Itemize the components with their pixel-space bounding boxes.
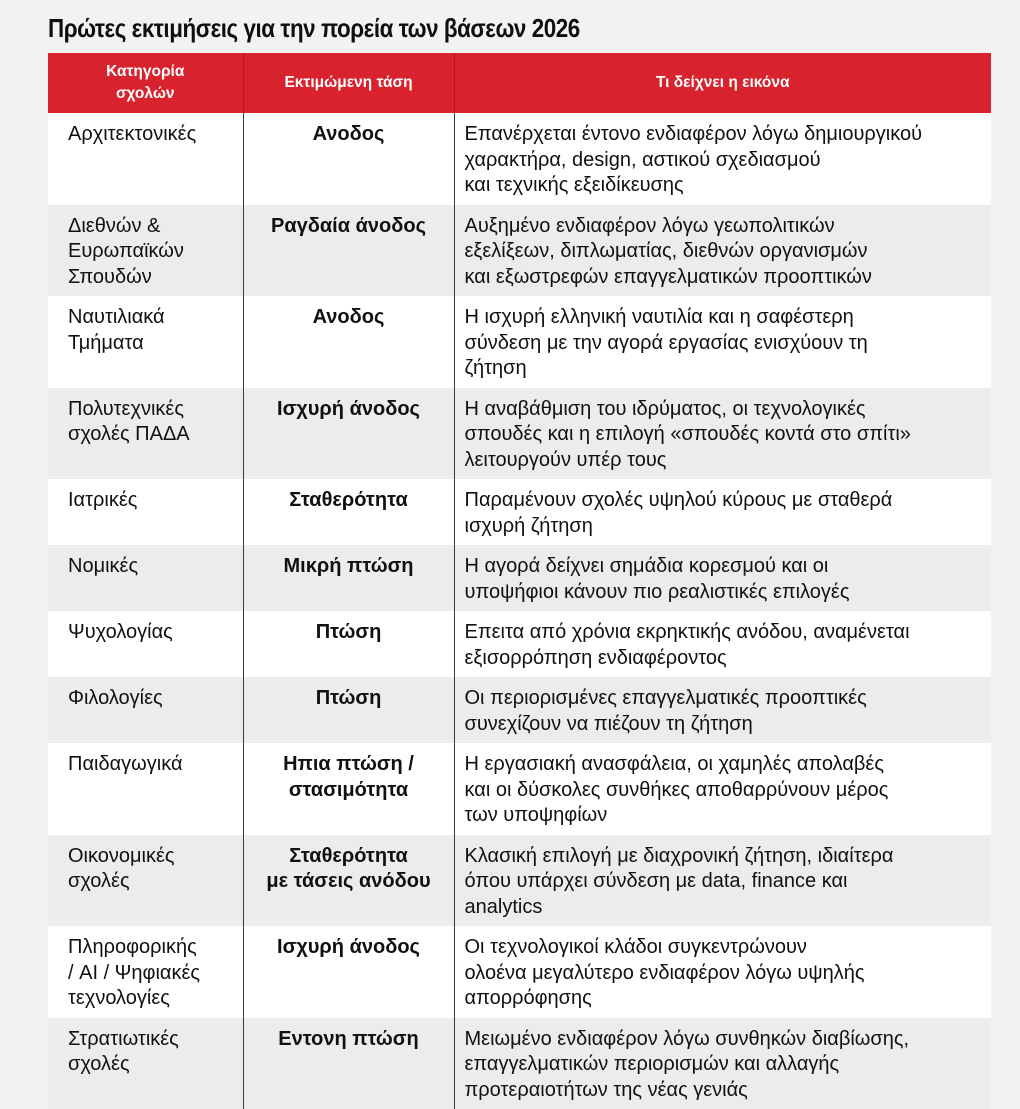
category-cell: Αρχιτεκτονικές <box>48 113 243 205</box>
description-cell: Μειωμένο ενδιαφέρον λόγω συνθηκών διαβίωσης, επαγγελματικών περιορισμών και αλλαγής προτεραιοτήτων της νέας γενιάς <box>454 1018 991 1109</box>
table-row <box>48 205 991 297</box>
description-cell: Η αναβάθμιση του ιδρύματος, οι τεχνολογικές σπουδές και η επιλογή «σπουδές κοντά στο σπίτι» λειτουργούν υπέρ τους <box>454 388 991 480</box>
trend-cell: Εντονη πτώση <box>243 1018 454 1109</box>
description-cell: Κλασική επιλογή με διαχρονική ζήτηση, ιδιαίτερα όπου υπάρχει σύνδεση με data, finance και analytics <box>454 835 991 927</box>
category-cell: Ιατρικές <box>48 479 243 545</box>
category-cell: Ψυχολογίας <box>48 611 243 677</box>
category-cell: Φιλολογίες <box>48 677 243 743</box>
category-cell: Νομικές <box>48 545 243 611</box>
trends-table-container <box>48 53 991 1109</box>
description-cell: Η αγορά δείχνει σημάδια κορεσμού και οι υποψήφιοι κάνουν πιο ρεαλιστικές επιλογές <box>454 545 991 611</box>
column-header-category: Κατηγορία σχολών <box>48 53 243 113</box>
table-row <box>48 677 991 743</box>
header-row <box>48 53 991 113</box>
table-header <box>48 53 991 113</box>
trend-cell: Πτώση <box>243 677 454 743</box>
trend-cell: Ισχυρή άνοδος <box>243 926 454 1018</box>
description-cell: Οι τεχνολογικοί κλάδοι συγκεντρώνουν ολοένα μεγαλύτερο ενδιαφέρον λόγω υψηλής απορρόφησης <box>454 926 991 1018</box>
trend-cell: Ραγδαία άνοδος <box>243 205 454 297</box>
description-cell: Η ισχυρή ελληνική ναυτιλία και η σαφέστερη σύνδεση με την αγορά εργασίας ενισχύουν τη ζήτηση <box>454 296 991 388</box>
trend-cell: Σταθερότητα με τάσεις ανόδου <box>243 835 454 927</box>
category-cell: Παιδαγωγικά <box>48 743 243 835</box>
column-header-description: Τι δείχνει η εικόνα <box>454 53 991 113</box>
table-row <box>48 926 991 1018</box>
table-row <box>48 545 991 611</box>
description-cell: Η εργασιακή ανασφάλεια, οι χαμηλές απολαβές και οι δύσκολες συνθήκες αποθαρρύνουν μέρος των υποψηφίων <box>454 743 991 835</box>
trend-cell: Πτώση <box>243 611 454 677</box>
category-cell: Διεθνών & Ευρωπαϊκών Σπουδών <box>48 205 243 297</box>
trend-cell: Ανοδος <box>243 113 454 205</box>
description-cell: Παραμένουν σχολές υψηλού κύρους με σταθερά ισχυρή ζήτηση <box>454 479 991 545</box>
category-cell: Πολυτεχνικές σχολές ΠΑΔΑ <box>48 388 243 480</box>
table-row <box>48 388 991 480</box>
table-body <box>48 113 991 1109</box>
table-row <box>48 113 991 205</box>
category-cell: Οικονομικές σχολές <box>48 835 243 927</box>
table-row <box>48 296 991 388</box>
table-row <box>48 611 991 677</box>
table-row <box>48 743 991 835</box>
trend-cell: Σταθερότητα <box>243 479 454 545</box>
category-cell: Πληροφορικής / AI / Ψηφιακές τεχνολογίες <box>48 926 243 1018</box>
trend-cell: Μικρή πτώση <box>243 545 454 611</box>
description-cell: Αυξημένο ενδιαφέρον λόγω γεωπολιτικών εξελίξεων, διπλωματίας, διεθνών οργανισμών και εξωστρεφών επαγγελματικών προοπτικών <box>454 205 991 297</box>
description-cell: Επανέρχεται έντονο ενδιαφέρον λόγω δημιουργικού χαρακτήρα, design, αστικού σχεδιασμού και τεχνικής εξειδίκευσης <box>454 113 991 205</box>
description-cell: Επειτα από χρόνια εκρηκτικής ανόδου, αναμένεται εξισορρόπηση ενδιαφέροντος <box>454 611 991 677</box>
trend-cell: Ανοδος <box>243 296 454 388</box>
description-cell: Οι περιορισμένες επαγγελματικές προοπτικές συνεχίζουν να πιέζουν τη ζήτηση <box>454 677 991 743</box>
page-title: Πρώτες εκτιμήσεις για την πορεία των βάσεων 2026 <box>48 11 580 45</box>
table-row <box>48 835 991 927</box>
category-cell: Ναυτιλιακά Τμήματα <box>48 296 243 388</box>
table-row <box>48 1018 991 1109</box>
trends-table <box>48 53 991 1109</box>
category-cell: Στρατιωτικές σχολές <box>48 1018 243 1109</box>
column-header-trend: Εκτιμώμενη τάση <box>243 53 454 113</box>
trend-cell: Ισχυρή άνοδος <box>243 388 454 480</box>
trend-cell: Ηπια πτώση / στασιμότητα <box>243 743 454 835</box>
table-row <box>48 479 991 545</box>
